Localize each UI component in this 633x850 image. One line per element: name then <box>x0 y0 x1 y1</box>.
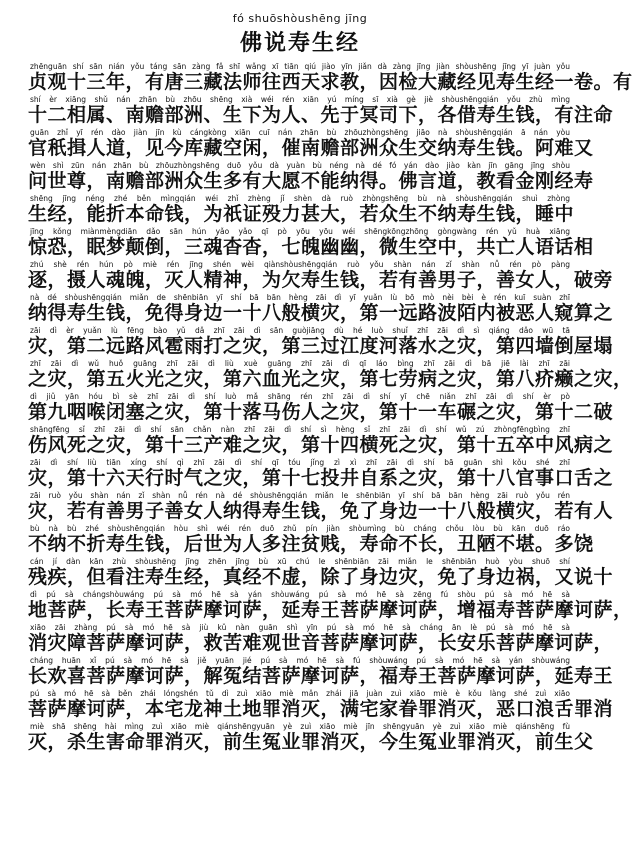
text-line <box>0 293 614 326</box>
hanzi-line: 灾，第二远路风雹雨打之灾，第三过江度河落水之灾，第四墙倒屋塌 <box>28 335 614 357</box>
hanzi-line: 灾，第十六天行时气之灾，第十七投井自系之灾，第十八官事口舌之 <box>28 467 614 489</box>
hanzi-line: 生经，能折本命钱，为祇证殁力甚大，若众生不纳寿生钱，睡中 <box>28 203 575 225</box>
hanzi-line: 灭，杀生害命罪消灭，前生冤业罪消灭，今生冤业罪消灭，前生父 <box>28 731 594 753</box>
title-pinyin: fó shuōshòushēng jīng <box>232 12 368 25</box>
hanzi-line: 不纳不折寿生钱，后世为人多注贫贱，寿命不长，丑陋不堪。多饶 <box>28 533 594 555</box>
pinyin-line: shēng jīng néng zhé běn mìngqián wéi zhǐ zhèng jǐ shèn dà ruò zhòngshēng bù nà shòushēngqián shuì zhòng <box>30 194 570 203</box>
pinyin-line: nà dé shòushēngqián miǎn de shēnbiān yī shí bā bān hèng zāi dì yī yuǎn lù bō mò nèi bèi è rén kuī suàn zhī <box>30 293 570 302</box>
text-line <box>0 392 614 425</box>
text-line <box>0 557 614 590</box>
text-line <box>0 62 633 95</box>
text-line <box>0 491 614 524</box>
text-line <box>0 359 633 392</box>
hanzi-line: 残疾，但看注寿生经，真经不虚，除了身边灾，免了身边祸，又说十 <box>28 566 614 588</box>
pinyin-line: dì pú sà chángshòuwáng pú sà mó hē sà yán shòuwáng pú sà mó hē sà zēng fú shòu pú sà mó hē sà <box>30 590 570 599</box>
text-line <box>0 689 614 722</box>
hanzi-line: 地菩萨，长寿王菩萨摩诃萨，延寿王菩萨摩诃萨，增福寿菩萨摩诃萨， <box>28 599 633 621</box>
pinyin-line: xiāo zāi zhàng pú sà mó hē sà jiù kǔ nàn guān shì yīn pú sà mó hē sà cháng ān lè pú sà mó hē sà <box>30 623 570 632</box>
pinyin-line: shāngfēng sǐ zhī zāi dì shí sān chǎn nàn zhī zāi dì shí sì hèng sǐ zhī zāi dì shí wǔ zú zhòngfēngbìng zhī <box>30 425 570 434</box>
hanzi-line: 问世尊，南赡部洲众生多有大愿不能纳得。佛言道，教看金刚经寿 <box>28 170 594 192</box>
pinyin-line: pú sà mó hē sà běn zhái lóngshén tǔ dì zuì xiāo miè mǎn zhái jiā juàn zuì xiāo miè è kǒu làng shé zuì xiāo <box>30 689 570 698</box>
hanzi-line: 菩萨摩诃萨，本宅龙神土地罪消灭，满宅家眷罪消灭，恶口浪舌罪消 <box>28 698 614 720</box>
pinyin-line: jīng kǒng miànmèngdiān dǎo sān hún yǎo yǎo qī pò yōu yōu wéi shēngkōngzhōng gòngwàng rén yǔ huà xiāng <box>30 227 570 236</box>
text-line <box>0 590 633 623</box>
hanzi-line: 十二相属、南赡部洲、生下为人、先于冥司下，各借寿生钱，有注命 <box>28 104 614 126</box>
text-line <box>0 722 600 755</box>
text-line <box>0 128 600 161</box>
hanzi-line: 第九咽喉闭塞之灾，第十落马伤人之灾，第十一车碾之灾，第十二破 <box>28 401 614 423</box>
hanzi-line: 贞观十三年，有唐三藏法师往西天求教，因检大藏经见寿生经一卷。有 <box>28 71 633 93</box>
pinyin-line: miè shā shēng hài mìng zuì xiāo miè qiánshēngyuān yè zuì xiāo miè jīn shēngyuān yè zuì xiāo miè qiánshēng fù <box>30 722 570 731</box>
scripture-body <box>0 62 633 755</box>
text-line <box>0 656 614 689</box>
text-line <box>0 161 600 194</box>
pinyin-line: zāi dì shí liù tiān xíng shí qì zhī zāi dì shí qī tóu jǐng zì xì zhī zāi dì shí bā guān shì kǒu shé zhī <box>30 458 570 467</box>
pinyin-line: zhēnguān shí sān nián yǒu táng sān zàng fǎ shī wǎng xī tiān qiú jiào yīn jiǎn dà zàng jīng jiàn shòushēng jīng yī juàn yǒu <box>30 62 570 71</box>
pinyin-line: zhī zāi dì wǔ huǒ guāng zhī zāi dì liù xuè guāng zhī zāi dì qī láo bìng zhī zāi dì bā jiē lài zhī zāi <box>30 359 570 368</box>
pinyin-line: wèn shì zūn nán zhān bù zhōuzhòngshēng duō yǒu dà yuàn bù néng nà dé fó yán dào jiào kàn jīn gāng jīng shòu <box>30 161 570 170</box>
hanzi-line: 消灾障菩萨摩诃萨，救苦难观世音菩萨摩诃萨，长安乐菩萨摩诃萨， <box>28 632 614 654</box>
text-line <box>0 623 614 656</box>
pinyin-line: dì jiǔ yān hóu bì sè zhī zāi dì shí luò mǎ shāng rén zhī zāi dì shí yī chē niǎn zhī zāi dì shí èr pò <box>30 392 570 401</box>
hanzi-line: 惊恐，眠梦颠倒，三魂杳杳，七魄幽幽，微生空中，共亡人语话相 <box>28 236 594 258</box>
text-line <box>0 524 600 557</box>
text-line <box>0 326 614 359</box>
pinyin-line: shí èr xiāng shǔ nán zhān bù zhōu shēng xià wéi rén xiān yú míng sī xià gè jiè shòushēngqián yǒu zhù mìng <box>30 95 570 104</box>
pinyin-line: cán jí dàn kān zhù shòushēng jīng zhēn jīng bù xū chú le shēnbiān zāi miǎn le shēnbiān huò yòu shuō shí <box>30 557 570 566</box>
text-line <box>0 227 600 260</box>
text-line <box>0 425 614 458</box>
text-line <box>0 194 600 227</box>
pinyin-line: zhú shè rén hún pò miè rén jīng shén wèi qiànshòushēngqián ruò yǒu shàn nán zǐ shàn nǚ rén pò pàng <box>30 260 570 269</box>
hanzi-line: 纳得寿生钱，免得身边一十八般横灾，第一远路波陌内被恶人窥算之 <box>28 302 614 324</box>
pinyin-line: guān zhǐ yī rén dào jiàn jīn kù cángkòng xiān cuī nán zhān bù zhōuzhòngshēng jiāo nà shòushēngqián ā nán yòu <box>30 128 570 137</box>
pinyin-line: zāi dì èr yuǎn lù fēng bào yǔ dǎ zhī zāi dì sān guòjiāng dù hé luò shuǐ zhī zāi dì sì qiáng dǎo wū tā <box>30 326 570 335</box>
hanzi-line: 伤风死之灾，第十三产难之灾，第十四横死之灾，第十五卒中风病之 <box>28 434 614 456</box>
text-line <box>0 260 614 293</box>
text-line <box>0 95 614 128</box>
pinyin-line: cháng huān xǐ pú sà mó hē sà jiě yuān jié pú sà mó hē sà fú shòuwáng pú sà mó hē sà yán shòuwáng <box>30 656 570 665</box>
hanzi-line: 逐，摄人魂魄，灭人精神，为欠寿生钱，若有善男子，善女人，破旁 <box>28 269 614 291</box>
text-line <box>0 458 614 491</box>
pinyin-line: bù nà bù zhé shòushēngqián hòu shì wéi rén duō zhǔ pín jiàn shòumìng bù cháng chǒu lòu bù kān duō ráo <box>30 524 570 533</box>
pinyin-line: zāi ruò yǒu shàn nán zǐ shàn nǚ rén nà dé shòushēngqián miǎn le shēnbiān yī shí bā bān hèng zāi ruò yǒu rén <box>30 491 570 500</box>
page-title: 佛说寿生经 <box>239 31 360 56</box>
hanzi-line: 灾，若有善男子善女人纳得寿生钱，免了身边一十八般横灾，若有人 <box>28 500 614 522</box>
hanzi-line: 之灾，第五火光之灾，第六血光之灾，第七劳病之灾，第八疥癞之灾， <box>28 368 633 390</box>
hanzi-line: 官秖揖人道，见今库藏空闲，催南赡部洲众生交纳寿生钱。阿难又 <box>28 137 594 159</box>
hanzi-line: 长欢喜菩萨摩诃萨，解冤结菩萨摩诃萨，福寿王菩萨摩诃萨，延寿王 <box>28 665 614 687</box>
